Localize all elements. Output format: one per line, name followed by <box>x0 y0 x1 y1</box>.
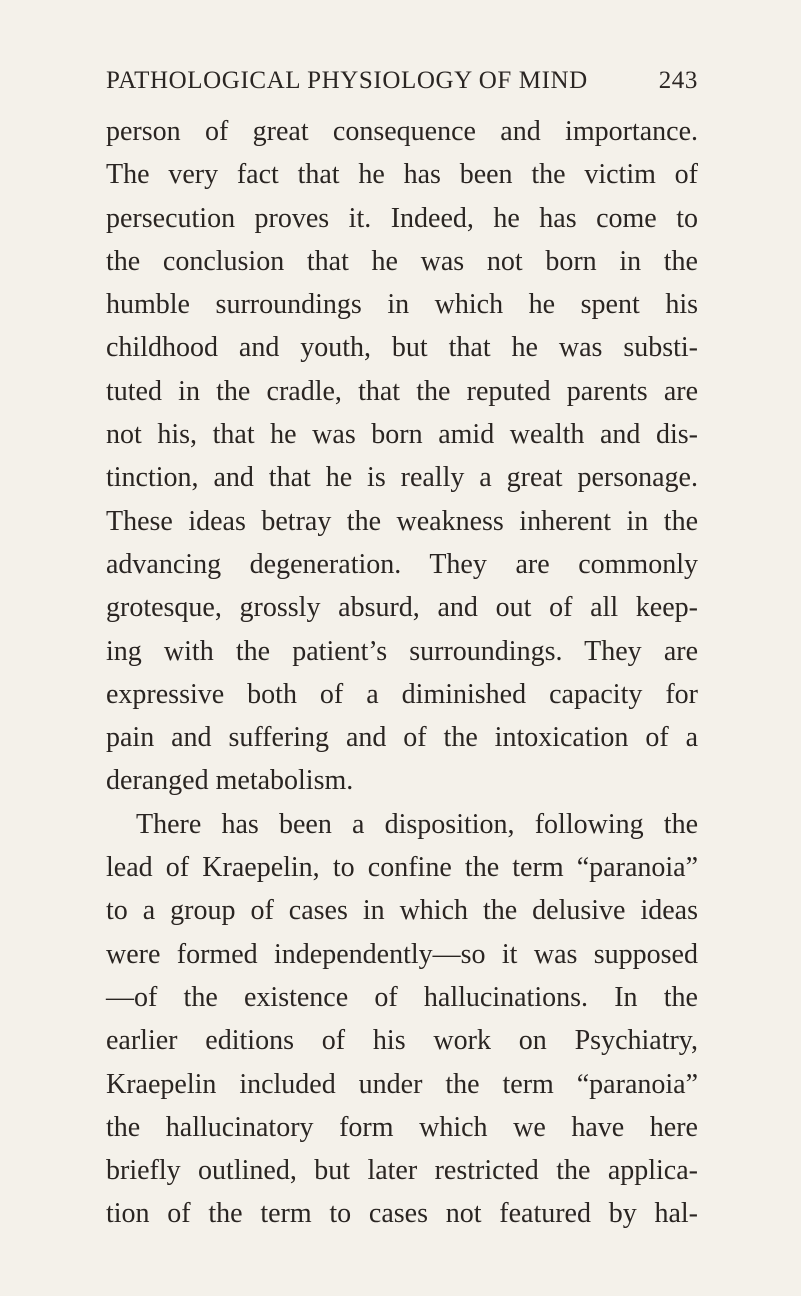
body-text <box>106 110 698 1236</box>
paragraph-start-line: There has been a disposition, following the <box>136 808 698 840</box>
text-line: tuted in the cradle, that the reputed parents are <box>106 375 698 407</box>
text-line: the hallucinatory form which we have here <box>106 1111 698 1143</box>
paragraph-end-line: deranged metabolism. <box>106 765 354 797</box>
running-head <box>106 64 698 98</box>
text-line: ing with the patient’s surroundings. They are <box>106 635 698 667</box>
text-line: —of the existence of hallucinations. In the <box>106 981 698 1013</box>
text-line: briefly outlined, but later restricted the applica- <box>106 1155 698 1187</box>
running-head-title: PATHOLOGICAL PHYSIOLOGY OF MIND <box>106 67 588 94</box>
text-line: humble surroundings in which he spent his <box>106 289 698 321</box>
text-line: persecution proves it. Indeed, he has come to <box>106 202 698 234</box>
text-line: grotesque, grossly absurd, and out of all keep- <box>106 592 698 624</box>
page-number: 243 <box>658 67 698 94</box>
text-line: tinction, and that he is really a great personage. <box>106 462 698 494</box>
text-line: The very fact that he has been the victim of <box>106 159 698 191</box>
text-line: were formed independently—so it was supposed <box>106 938 698 970</box>
text-line: tion of the term to cases not featured by hal- <box>106 1198 698 1230</box>
text-line: not his, that he was born amid wealth and dis- <box>106 419 698 451</box>
text-line: to a group of cases in which the delusive ideas <box>106 895 698 927</box>
text-line: the conclusion that he was not born in the <box>106 245 698 277</box>
text-line: advancing degeneration. They are commonly <box>106 548 698 580</box>
text-line: person of great consequence and importance. <box>106 116 698 147</box>
text-line: expressive both of a diminished capacity for <box>106 678 698 710</box>
text-line: Kraepelin included under the term “paranoia” <box>106 1068 698 1100</box>
text-line: These ideas betray the weakness inherent in the <box>106 505 698 537</box>
text-line: pain and suffering and of the intoxication of a <box>106 722 698 754</box>
text-line: lead of Kraepelin, to confine the term “paranoia” <box>106 852 698 884</box>
text-line: earlier editions of his work on Psychiatry, <box>106 1025 698 1057</box>
text-line: childhood and youth, but that he was substi- <box>106 332 698 364</box>
